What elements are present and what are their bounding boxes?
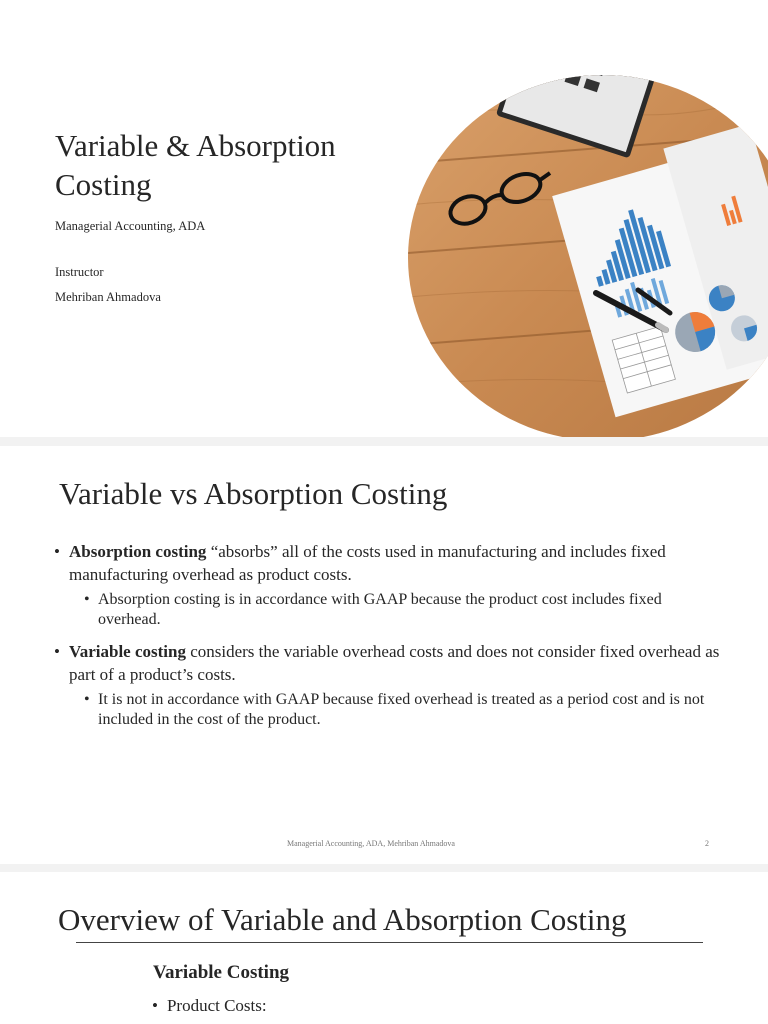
bullet-dot-icon: • bbox=[84, 591, 90, 608]
footer-text: Managerial Accounting, ADA, Mehriban Ahmadova bbox=[287, 839, 455, 848]
bullet-dot-icon: • bbox=[84, 691, 90, 708]
slide-gap bbox=[0, 864, 768, 872]
bullet-item bbox=[52, 540, 720, 586]
desk-with-charts-photo bbox=[408, 75, 768, 437]
sub-bullet-text: It is not in accordance with GAAP because fixed overhead is treated as a period cost and is not included in the cost of the product. bbox=[98, 691, 705, 728]
sub-bullet-item bbox=[82, 690, 720, 730]
bullet-text: considers the variable overhead costs and does not consider fixed overhead as part of a product’s costs. bbox=[69, 642, 720, 684]
bullet-dot-icon: • bbox=[54, 642, 60, 661]
title-line-1: Variable & Absorption bbox=[55, 128, 336, 163]
sub-bullet-item bbox=[82, 590, 720, 630]
overview-slide bbox=[0, 872, 768, 1024]
page-number: 2 bbox=[705, 839, 709, 848]
section-heading: Variable Costing bbox=[153, 962, 290, 983]
bullet-dot-icon: • bbox=[152, 996, 158, 1015]
bullet-dot-icon: • bbox=[54, 542, 60, 561]
slide-title: Variable vs Absorption Costing bbox=[59, 476, 448, 511]
bullet-list bbox=[52, 540, 720, 730]
title-divider bbox=[76, 942, 703, 943]
bullet-item bbox=[52, 640, 720, 686]
slide-gap bbox=[0, 437, 768, 446]
title-line-2: Costing bbox=[55, 167, 152, 202]
bullet-bold-term: Variable costing bbox=[69, 642, 186, 661]
title-slide-heading bbox=[55, 126, 336, 204]
bullet-item bbox=[152, 996, 267, 1016]
instructor-label: Instructor bbox=[55, 265, 104, 279]
title-slide bbox=[0, 0, 768, 437]
content-slide bbox=[0, 446, 768, 864]
sub-bullet-text: Absorption costing is in accordance with GAAP because the product cost includes fixed overhead. bbox=[98, 591, 662, 628]
course-subtitle: Managerial Accounting, ADA bbox=[55, 219, 206, 233]
slide-title: Overview of Variable and Absorption Costing bbox=[58, 902, 627, 937]
instructor-name: Mehriban Ahmadova bbox=[55, 290, 161, 304]
bullet-text: Product Costs: bbox=[166, 996, 267, 1015]
bullet-text: “absorbs” all of the costs used in manufacturing and includes fixed manufacturing overhead as product costs. bbox=[69, 542, 666, 584]
bullet-bold-term: Absorption costing bbox=[69, 542, 207, 561]
